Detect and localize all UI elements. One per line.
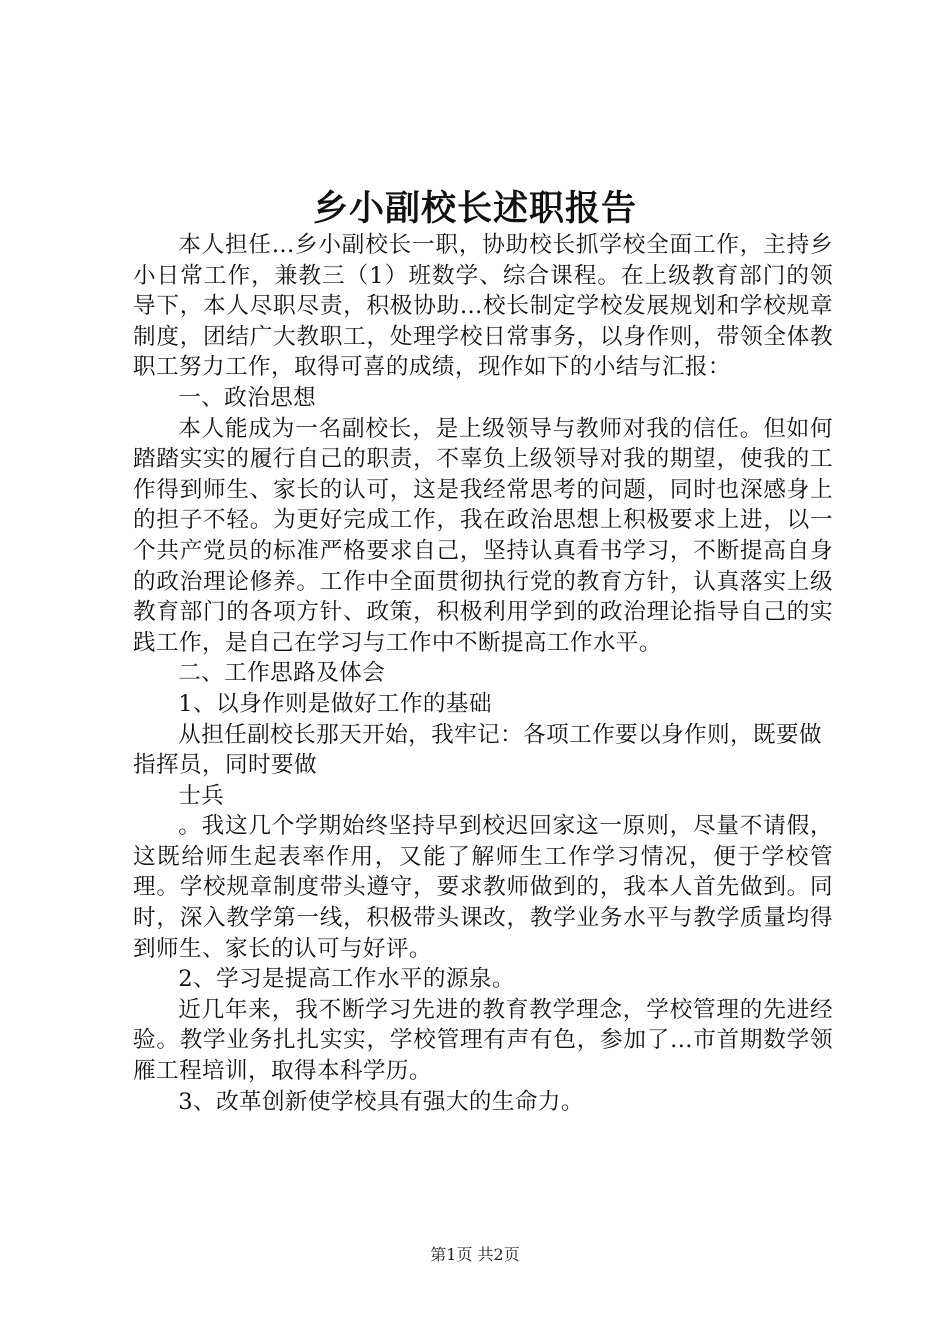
page-footer: 第1页 共2页 bbox=[430, 1245, 520, 1264]
section-heading-work: 二、工作思路及体会 bbox=[178, 660, 386, 687]
paragraph-example-start: 从担任副校长那天开始，我牢记：各项工作要以身作则，既要做指挥员，同时要做 bbox=[133, 721, 823, 779]
subheading-learning: 2、学习是提高工作水平的源泉。 bbox=[178, 966, 515, 993]
paragraph-soldier: 士兵 bbox=[178, 782, 225, 809]
section-heading-politics: 一、政治思想 bbox=[178, 384, 317, 411]
paragraph-example-cont: 。我这几个学期始终坚持早到校迟回家这一原则，尽量不请假，这既给师生起表率作用，又能了解师生工作学习情况，便于学校管理。学校规章制度带头遵守，要求教师做到的，我本人首先做到。同时，深入教学第一线，积极带头课改，教学业务水平与教学质量均得到师生、家长的认可与好评。 bbox=[133, 813, 833, 962]
paragraph-politics: 本人能成为一名副校长，是上级领导与教师对我的信任。但如何踏踏实实的履行自己的职责，不辜负上级领导对我的期望，使我的工作得到师生、家长的认可，这是我经常思考的问题，同时也深感身上的担子不轻。为更好完成工作，我在政治思想上积极要求上进，以一个共产党员的标准严格要求自己，坚持认真看书学习，不断提高自身的政治理论修养。工作中全面贯彻执行党的教育方针，认真落实上级教育部门的各项方针、政策，积极利用学到的政治理论指导自己的实践工作，是自己在学习与工作中不断提高工作水平。 bbox=[133, 415, 833, 656]
document-body bbox=[133, 230, 833, 1117]
paragraph-learning: 近几年来，我不断学习先进的教育教学理念，学校管理的先进经验。教学业务扎扎实实，学校管理有声有色，参加了...市首期数学领雁工程培训，取得本科学历。 bbox=[133, 996, 833, 1085]
document-title: 乡小副校长述职报告 bbox=[312, 188, 637, 229]
paragraph-intro: 本人担任...乡小副校长一职，协助校长抓学校全面工作，主持乡小日常工作，兼教三（1）班数学、综合课程。在上级教育部门的领导下，本人尽职尽责，积极协助...校长制定学校发展规划和学校规章制度，团结广大教职工，处理学校日常事务，以身作则，带领全体教职工努力工作，取得可喜的成绩，现作如下的小结与汇报： bbox=[133, 232, 833, 381]
subheading-example: 1、以身作则是做好工作的基础 bbox=[178, 690, 492, 717]
subheading-reform: 3、改革创新使学校具有强大的生命力。 bbox=[178, 1088, 584, 1115]
